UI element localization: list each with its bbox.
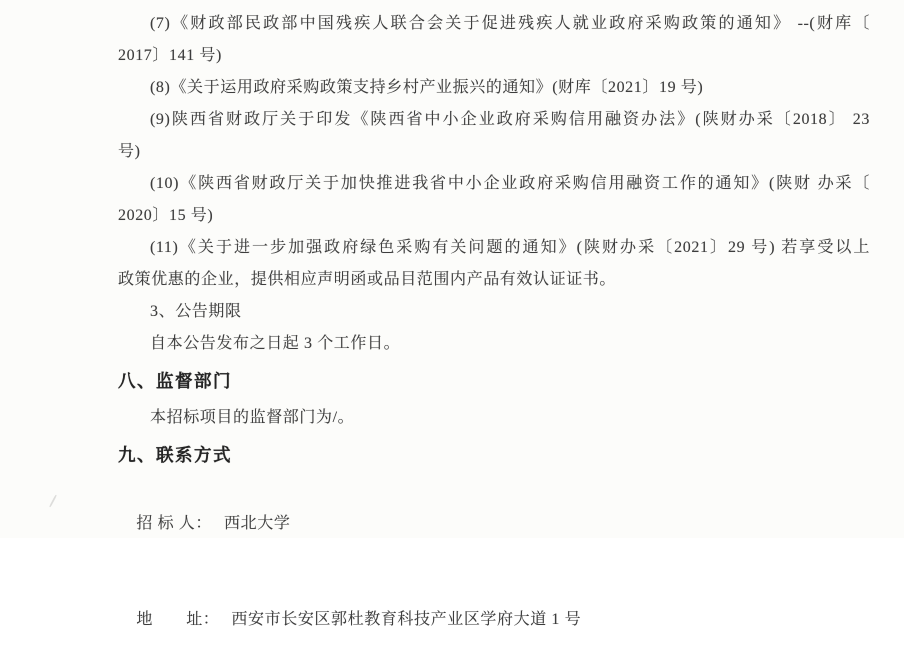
contact-bidder-label: 招 标 人： <box>136 515 213 532</box>
scan-artifact-mark <box>49 494 57 507</box>
policy-item-9-line2: 号) <box>118 143 141 160</box>
section-heading-supervision: 八、监督部门 <box>118 372 232 392</box>
policy-item-11-line1: (11)《关于进一步加强政府绿色采购有关问题的通知》(陕财办采〔2021〕29 号) 若享受以上 <box>150 239 870 256</box>
policy-item-10-line2: 2020〕15 号) <box>118 207 214 224</box>
contact-bidder-value: 西北大学 <box>224 515 291 532</box>
contact-address-label: 地 址： <box>136 611 220 628</box>
section-heading-contact: 九、联系方式 <box>118 446 232 466</box>
contact-row-bidder <box>118 476 870 572</box>
policy-item-10-line1: (10)《陕西省财政厅关于加快推进我省中小企业政府采购信用融资工作的通知》(陕财 办采〔 <box>150 175 870 192</box>
policy-item-7-line2: 2017〕141 号) <box>118 47 222 64</box>
notice-period-subheading: 3、公告期限 <box>150 303 242 320</box>
policy-item-11-line2: 政策优惠的企业，提供相应声明函或品目范围内产品有效认证证书。 <box>118 271 617 288</box>
policy-item-7-line1: (7)《财政部民政部中国残疾人联合会关于促进残疾人就业政府采购政策的通知》 --(财库〔 <box>150 15 870 32</box>
policy-item-8: (8)《关于运用政府采购政策支持乡村产业振兴的通知》(财库〔2021〕19 号) <box>150 79 704 96</box>
policy-item-9-line1: (9)陕西省财政厅关于印发《陕西省中小企业政府采购信用融资办法》(陕财办采〔2018〕 23 <box>150 111 870 128</box>
contact-row-address <box>118 572 870 668</box>
notice-period-body: 自本公告发布之日起 3 个工作日。 <box>150 335 401 352</box>
contact-address-value: 西安市长安区郭杜教育科技产业区学府大道 1 号 <box>231 611 582 628</box>
supervision-body: 本招标项目的监督部门为/。 <box>150 409 355 426</box>
